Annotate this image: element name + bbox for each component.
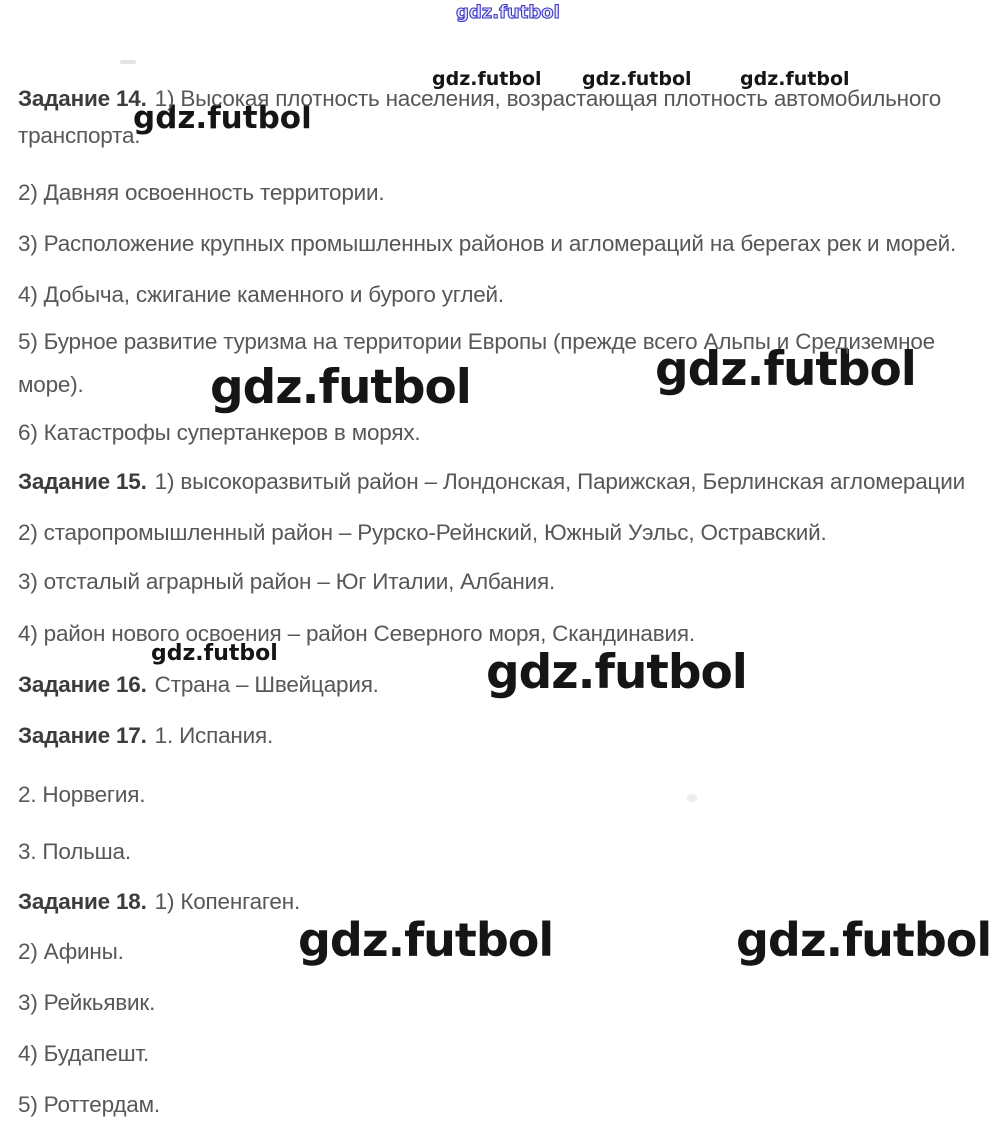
task-line <box>18 890 300 914</box>
task-text: 3) Расположение крупных промышленных районов и агломераций на берегах рек и морей. <box>18 231 957 256</box>
task-label: Задание 14. <box>18 86 147 111</box>
text-line <box>18 124 140 148</box>
watermark-medium: gdz.futbol <box>133 100 312 136</box>
text-line <box>18 940 124 964</box>
text-line <box>18 1042 149 1066</box>
text-line <box>18 991 155 1015</box>
text-line <box>18 232 956 256</box>
task-line <box>18 673 379 697</box>
scan-artifact <box>120 60 136 64</box>
watermark-small: gdz.futbol <box>740 68 850 90</box>
watermark-small: gdz.futbol <box>432 68 542 90</box>
task-text: 3. Польша. <box>18 839 131 864</box>
watermark-large: gdz.futbol <box>210 360 471 415</box>
watermark-outline-top: gdz.futbol <box>456 2 560 23</box>
task-label: Задание 17. <box>18 723 147 748</box>
task-text: 3) Рейкьявик. <box>18 990 156 1015</box>
text-line <box>18 622 695 646</box>
text-line <box>18 181 384 205</box>
watermark-small: gdz.futbol <box>582 68 692 90</box>
task-text: 4) район нового освоения – район Северного моря, Скандинавия. <box>18 621 695 646</box>
text-line <box>18 373 84 397</box>
task-text: 4) Добыча, сжигание каменного и бурого углей. <box>18 282 504 307</box>
task-text: 1) Высокая плотность населения, возрастающая плотность автомобильного <box>154 86 942 111</box>
text-line <box>18 570 555 594</box>
task-text: море). <box>18 372 84 397</box>
task-label: Задание 15. <box>18 469 147 494</box>
watermark-small: gdz.futbol <box>151 641 278 666</box>
task-line <box>18 87 941 111</box>
watermark-large: gdz.futbol <box>655 342 916 397</box>
watermark-large: gdz.futbol <box>486 645 747 700</box>
task-text: 2) Афины. <box>18 939 124 964</box>
watermark-large: gdz.futbol <box>736 913 992 967</box>
task-text: 1. Испания. <box>154 723 274 748</box>
task-label: Задание 16. <box>18 672 147 697</box>
text-line <box>18 283 504 307</box>
task-text: 6) Катастрофы супертанкеров в морях. <box>18 420 421 445</box>
task-text: 5) Роттердам. <box>18 1092 160 1117</box>
task-text: 3) отсталый аграрный район – Юг Италии, Албания. <box>18 569 556 594</box>
task-text: транспорта. <box>18 123 141 148</box>
text-line <box>18 330 935 354</box>
task-line <box>18 470 965 494</box>
task-text: 4) Будапешт. <box>18 1041 150 1066</box>
scan-artifact <box>687 794 697 802</box>
watermark-large: gdz.futbol <box>298 913 554 967</box>
task-text: 5) Бурное развитие туризма на территории Европы (прежде всего Альпы и Средиземное <box>18 329 935 354</box>
text-line <box>18 1093 160 1117</box>
text-line <box>18 840 131 864</box>
task-text: 2. Норвегия. <box>18 782 146 807</box>
text-line <box>18 421 420 445</box>
task-text: 2) старопромышленный район – Рурско-Рейнский, Южный Уэльс, Остравский. <box>18 520 827 545</box>
task-text: 2) Давняя освоенность территории. <box>18 180 385 205</box>
text-line <box>18 521 827 545</box>
task-text: Страна – Швейцария. <box>154 672 379 697</box>
task-line <box>18 724 273 748</box>
text-line <box>18 783 145 807</box>
task-label: Задание 18. <box>18 889 147 914</box>
task-text: 1) Копенгаген. <box>154 889 301 914</box>
task-text: 1) высокоразвитый район – Лондонская, Парижская, Берлинская агломерации <box>154 469 965 494</box>
